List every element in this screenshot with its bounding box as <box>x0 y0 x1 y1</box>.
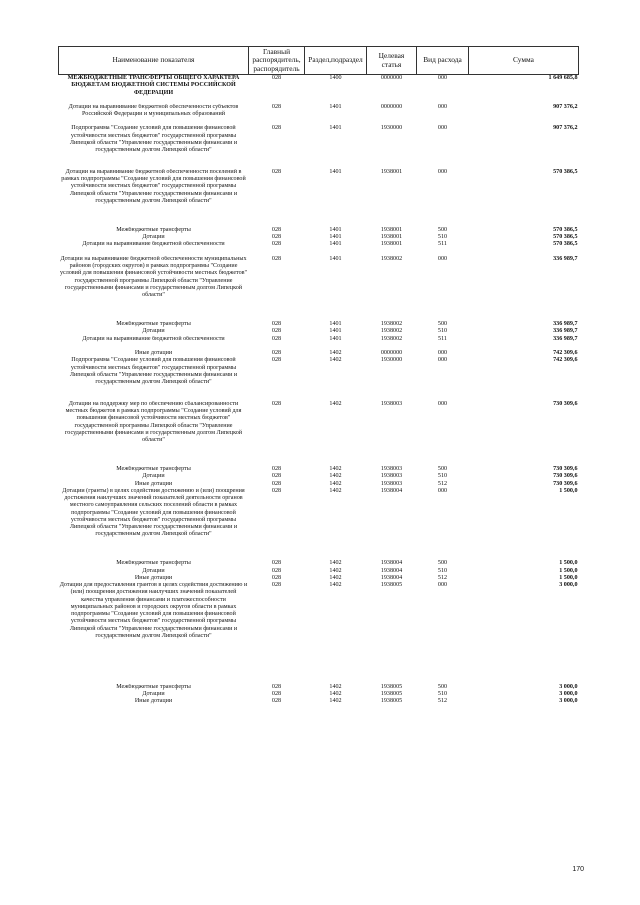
cell-expense: 510 <box>437 234 448 240</box>
cell-amount: 570 386,5 <box>553 234 578 240</box>
cell-amount: 1 500,0 <box>559 567 578 574</box>
cell-name: Межбюджетные трансферты <box>116 226 191 233</box>
table-row <box>59 227 579 234</box>
table-row <box>59 328 579 335</box>
table-row <box>59 684 579 691</box>
cell-section: 1402 <box>329 350 342 356</box>
table-row <box>59 241 579 256</box>
budget-table <box>58 46 579 705</box>
cell-name: Иные дотации <box>134 698 173 704</box>
cell-admin: 028 <box>271 335 282 342</box>
cell-expense: 000 <box>437 400 448 407</box>
cell-amount: 336 989,7 <box>553 328 578 335</box>
cell-expense: 000 <box>437 103 448 110</box>
cell-name: Дотации на поддержку мер по обеспечению сбалансированности местных бюджетов в рамках подпрограммы "Создание условий для повышения финансовой устойчивости местных бюджетов" государственной программы Липецкой области "Управление государственными финансами и государственным долгом Липецкой области" <box>64 400 243 443</box>
cell-amount: 3 000,0 <box>559 683 578 690</box>
cell-amount: 3 000,0 <box>559 698 578 704</box>
cell-admin: 028 <box>271 321 282 327</box>
table-row <box>59 169 579 227</box>
cell-section: 1402 <box>329 567 342 574</box>
cell-target: 1938004 <box>380 567 403 574</box>
cell-admin: 028 <box>271 487 282 494</box>
cell-expense: 000 <box>437 582 448 588</box>
table-row <box>59 256 579 321</box>
cell-target: 1938002 <box>380 255 403 262</box>
cell-name: Иные дотации <box>134 350 173 356</box>
cell-amount: 730 309,6 <box>553 480 578 487</box>
cell-section: 1401 <box>329 335 342 342</box>
cell-section: 1402 <box>329 480 342 487</box>
cell-amount: 336 989,7 <box>553 335 578 342</box>
cell-target: 1938002 <box>380 321 403 327</box>
cell-target: 1938005 <box>380 690 403 697</box>
cell-admin: 028 <box>271 357 282 364</box>
cell-admin: 028 <box>271 480 282 487</box>
table-row <box>59 125 579 169</box>
col-header-amount: Сумма <box>469 47 579 75</box>
cell-target: 0000000 <box>380 103 403 110</box>
table-row <box>59 357 579 401</box>
cell-name: Дотации на выравнивание бюджетной обеспеченности субъектов Российской Федерации и муниципальных образований <box>68 103 239 117</box>
cell-section: 1401 <box>329 255 342 262</box>
cell-name: Дотации (гранты) в целях содействия достижению и (или) поощрения достижения наилучших значений показателей деятельности органов местного самоуправления сельских поселений области в рамках подпрограммы "Создание условий для повышения финансовой устойчивости местных бюджетов" государственной программы Липецкой области "Управление государственными финансами и государственным долгом Липецкой области" <box>62 487 245 538</box>
cell-section: 1401 <box>329 328 342 335</box>
cell-expense: 512 <box>437 698 448 704</box>
cell-target: 1938004 <box>380 487 403 494</box>
cell-admin: 028 <box>271 226 282 233</box>
cell-name: Межбюджетные трансферты <box>116 683 191 690</box>
cell-expense: 511 <box>438 241 447 248</box>
cell-amount: 3 000,0 <box>559 582 578 588</box>
cell-target: 1930000 <box>380 357 403 364</box>
table-row <box>59 321 579 328</box>
cell-expense: 000 <box>437 125 448 132</box>
cell-name: Дотации на выравнивание бюджетной обеспеченности муниципальных районов (городских округов) в рамках подпрограммы "Создание условий для повышения финансовой устойчивости местных бюджетов" государственной программы Липецкой области "Управление государственными финансами и государственным долгом Липецкой области" <box>59 255 248 298</box>
cell-admin: 028 <box>271 466 282 472</box>
cell-section: 1401 <box>329 125 342 132</box>
cell-target: 1938003 <box>380 473 403 480</box>
cell-section: 1400 <box>329 75 342 81</box>
cell-section: 1402 <box>329 683 342 690</box>
cell-amount: 336 989,7 <box>553 321 578 327</box>
col-header-admin: Главный распорядитель, распорядитель <box>249 47 305 75</box>
table-header <box>59 47 579 75</box>
cell-name: Дотации для предоставления грантов в целях содействия достижению и (или) поощрения достижения наилучших значений показателей качества управления финансами и платежеспособности муниципальных районов и городских округов области в рамках подпрограммы "Создание условий для повышения финансовой устойчивости местных бюджетов" государственной программы Липецкой области "Управление государственными финансами и государственным долгом Липецкой области" <box>59 582 248 639</box>
cell-amount: 570 386,5 <box>553 241 578 248</box>
cell-amount: 907 376,2 <box>553 103 578 110</box>
cell-name: Межбюджетные трансферты <box>116 466 191 472</box>
cell-target: 1938001 <box>380 241 403 248</box>
cell-target: 1938001 <box>380 226 403 233</box>
cell-admin: 028 <box>271 350 282 356</box>
cell-admin: 028 <box>271 234 282 240</box>
cell-admin: 028 <box>271 473 282 480</box>
cell-admin: 028 <box>271 574 282 581</box>
table-row <box>59 75 579 104</box>
cell-expense: 511 <box>438 335 447 342</box>
cell-name: Межбюджетные трансферты <box>116 321 191 327</box>
table-row <box>59 691 579 698</box>
cell-admin: 028 <box>271 698 282 704</box>
table-row <box>59 582 579 684</box>
cell-admin: 028 <box>271 683 282 690</box>
cell-name: Дотации на выравнивание бюджетной обеспеченности <box>82 241 225 248</box>
cell-section: 1402 <box>329 690 342 697</box>
table-row <box>59 698 579 705</box>
cell-amount: 730 309,6 <box>553 466 578 472</box>
cell-section: 1402 <box>329 582 342 588</box>
cell-amount: 730 309,6 <box>553 400 578 407</box>
cell-target: 0000000 <box>380 75 403 81</box>
cell-expense: 510 <box>437 328 448 335</box>
cell-admin: 028 <box>271 690 282 697</box>
table-body <box>59 75 579 706</box>
cell-name: Иные дотации <box>134 480 173 487</box>
cell-target: 1938001 <box>380 168 403 175</box>
cell-target: 1938005 <box>380 683 403 690</box>
cell-expense: 000 <box>437 168 448 175</box>
cell-name: Дотации <box>142 567 165 574</box>
cell-expense: 510 <box>437 690 448 697</box>
cell-name: Подпрограмма "Создание условий для повышения финансовой устойчивости местных бюджетов" государственной программы Липецкой области "Управление государственными финансами и государственным долгом Липецкой области" <box>69 125 238 153</box>
table-row <box>59 481 579 488</box>
cell-name: Иные дотации <box>134 574 173 581</box>
table-row <box>59 488 579 561</box>
cell-section: 1401 <box>329 103 342 110</box>
cell-target: 1938002 <box>380 328 403 335</box>
table-row <box>59 336 579 351</box>
cell-expense: 500 <box>437 226 448 233</box>
cell-expense: 000 <box>437 357 448 364</box>
cell-name: Дотации на выравнивание бюджетной обеспеченности <box>82 335 225 342</box>
cell-section: 1401 <box>329 241 342 248</box>
cell-target: 1938003 <box>380 480 403 487</box>
cell-admin: 028 <box>271 168 282 175</box>
col-header-section: Раздел,подраздел <box>305 47 367 75</box>
table-row <box>59 473 579 480</box>
table-row <box>59 401 579 466</box>
cell-admin: 028 <box>271 400 282 407</box>
cell-admin: 028 <box>271 255 282 262</box>
cell-target: 1938004 <box>380 574 403 581</box>
cell-admin: 028 <box>271 75 282 81</box>
cell-name: Дотации <box>142 234 165 240</box>
col-header-expense: Вид расхода <box>417 47 469 75</box>
cell-admin: 028 <box>271 103 282 110</box>
col-header-name: Наименование показателя <box>59 47 249 75</box>
cell-expense: 510 <box>437 473 448 480</box>
cell-section: 1401 <box>329 168 342 175</box>
cell-expense: 000 <box>437 75 448 81</box>
cell-section: 1401 <box>329 234 342 240</box>
page-number: 170 <box>572 866 584 873</box>
cell-section: 1402 <box>329 698 342 704</box>
cell-target: 1938003 <box>380 466 403 472</box>
cell-section: 1402 <box>329 574 342 581</box>
cell-target: 1938005 <box>380 582 403 588</box>
cell-target: 1930000 <box>380 125 403 132</box>
cell-amount: 1 500,0 <box>559 560 578 567</box>
cell-section: 1401 <box>329 226 342 233</box>
cell-expense: 500 <box>437 560 448 567</box>
cell-admin: 028 <box>271 582 282 588</box>
cell-target: 0000000 <box>380 350 403 356</box>
cell-amount: 1 649 685,8 <box>548 75 578 81</box>
cell-name: Дотации <box>142 690 165 697</box>
cell-section: 1402 <box>329 400 342 407</box>
table-row <box>59 560 579 567</box>
cell-admin: 028 <box>271 567 282 574</box>
cell-expense: 500 <box>437 466 448 472</box>
cell-admin: 028 <box>271 328 282 335</box>
cell-expense: 512 <box>437 480 448 487</box>
cell-amount: 907 376,2 <box>553 125 578 132</box>
table-row <box>59 568 579 575</box>
cell-amount: 1 500,0 <box>559 574 578 581</box>
table-row <box>59 466 579 473</box>
cell-expense: 512 <box>437 574 448 581</box>
cell-expense: 000 <box>437 350 448 356</box>
cell-section: 1402 <box>329 560 342 567</box>
table-row <box>59 575 579 582</box>
cell-amount: 570 386,5 <box>553 168 578 175</box>
table-row <box>59 104 579 126</box>
cell-target: 1938001 <box>380 234 403 240</box>
cell-amount: 570 386,5 <box>553 226 578 233</box>
cell-amount: 730 309,6 <box>553 473 578 480</box>
cell-section: 1401 <box>329 321 342 327</box>
cell-section: 1402 <box>329 473 342 480</box>
cell-amount: 742 309,6 <box>553 350 578 356</box>
cell-expense: 500 <box>437 321 448 327</box>
cell-section: 1402 <box>329 466 342 472</box>
cell-admin: 028 <box>271 560 282 567</box>
cell-name: МЕЖБЮДЖЕТНЫЕ ТРАНСФЕРТЫ ОБЩЕГО ХАРАКТЕРА БЮДЖЕТАМ БЮДЖЕТНОЙ СИСТЕМЫ РОССИЙСКОЙ ФЕДЕРАЦИИ <box>67 75 240 96</box>
cell-amount: 742 309,6 <box>553 357 578 364</box>
cell-admin: 028 <box>271 241 282 248</box>
cell-name: Дотации <box>142 473 165 480</box>
cell-target: 1938003 <box>380 400 403 407</box>
cell-amount: 3 000,0 <box>559 690 578 697</box>
cell-amount: 336 989,7 <box>553 255 578 262</box>
cell-expense: 000 <box>437 487 448 494</box>
cell-admin: 028 <box>271 125 282 132</box>
cell-target: 1938002 <box>380 335 403 342</box>
cell-name: Дотации <box>142 328 165 335</box>
cell-target: 1938005 <box>380 698 403 704</box>
table-row <box>59 350 579 357</box>
cell-expense: 500 <box>437 683 448 690</box>
cell-section: 1402 <box>329 357 342 364</box>
cell-expense: 000 <box>437 255 448 262</box>
cell-amount: 1 500,0 <box>559 487 578 494</box>
cell-section: 1402 <box>329 487 342 494</box>
cell-name: Подпрограмма "Создание условий для повышения финансовой устойчивости местных бюджетов" государственной программы Липецкой области "Управление государственными финансами и государственным долгом Липецкой области" <box>69 357 238 385</box>
cell-name: Дотации на выравнивание бюджетной обеспеченности поселений в рамках подпрограммы "Создание условий для повышения финансовой устойчивости местных бюджетов" государственной программы Липецкой области "Управление государственными финансами и государственным долгом Липецкой области" <box>61 168 246 204</box>
cell-name: Межбюджетные трансферты <box>116 560 191 567</box>
cell-target: 1938004 <box>380 560 403 567</box>
col-header-target: Целевая статья <box>367 47 417 75</box>
table-row <box>59 234 579 241</box>
cell-expense: 510 <box>437 567 448 574</box>
